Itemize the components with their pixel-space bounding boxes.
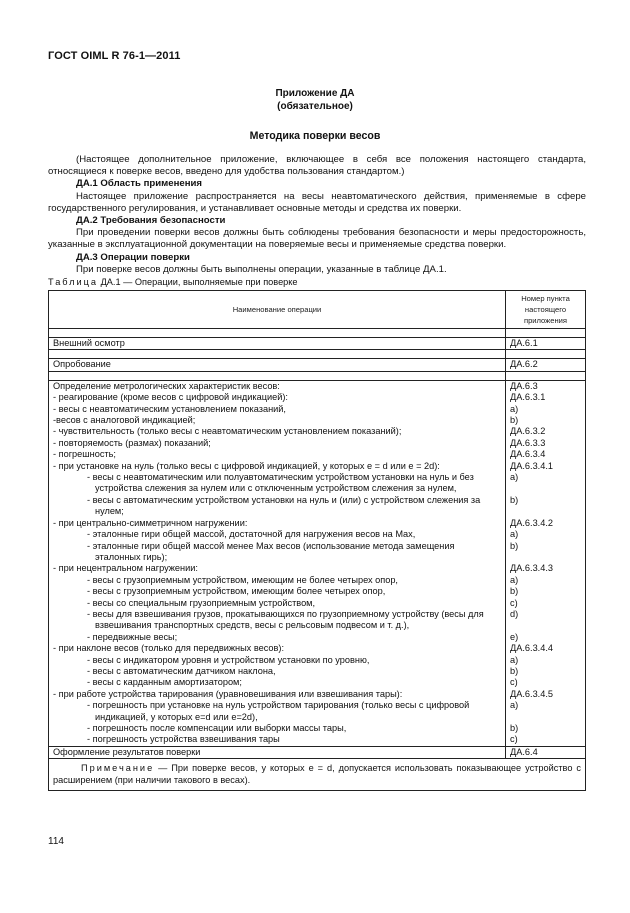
operation-line: - погрешность устройства взвешивания тары [87, 734, 280, 745]
operation-ref: ДА.6.3.4 [510, 449, 546, 460]
operation-ref: b) [510, 586, 519, 597]
note-word: Примечание [81, 763, 155, 774]
operation-ref: ДА.6.3.1 [510, 392, 546, 403]
row-name: Оформление результатов поверки [49, 746, 506, 758]
table-row [49, 338, 586, 350]
appendix-status: (обязательное) [277, 101, 353, 112]
da2-heading: ДА.2 Требования безопасности [76, 215, 226, 227]
metrology-refs [506, 380, 586, 746]
operation-line: - погрешность; [53, 449, 116, 460]
operation-ref: b) [510, 540, 519, 551]
table-row [49, 746, 586, 758]
operation-line: -весов с аналоговой индикацией; [53, 415, 196, 426]
table-spacer [49, 371, 586, 380]
note-text: — При поверке весов, у которых e = d, допускается использовать показывающее устройство с расширением (при наличии такового в весах). [53, 763, 581, 786]
operation-line: - при работе устройства тарирования (уравновешивания или взвешивания тары): [53, 688, 403, 699]
table-header-row [49, 291, 586, 329]
operation-ref: ДА.6.3.4.1 [510, 460, 553, 471]
operation-line: - при наклоне весов (только для передвижных весов): [53, 643, 285, 654]
operation-line: - реагирование (кроме весов с цифровой индикацией): [53, 392, 288, 403]
operation-line: - весы со специальным грузоприемным устройством, [87, 597, 316, 608]
operation-ref: b) [510, 665, 519, 676]
operation-line: - погрешность после компенсации или выборки массы тары, [87, 723, 347, 733]
row-ref: ДА.6.4 [506, 746, 586, 758]
operation-line: - весы с карданным амортизатором; [87, 677, 242, 688]
operation-line: - весы с индикатором уровня и устройством установки по уровню, [87, 654, 370, 665]
operation-ref: d) [510, 608, 519, 619]
operation-ref: ДА.6.3.2 [510, 426, 546, 437]
operation-ref: ДА.6.3.4.5 [510, 688, 553, 699]
operation-ref: c) [510, 734, 518, 745]
appendix-title: Приложение ДА [275, 88, 355, 99]
operation-ref: ДА.6.3.4.2 [510, 517, 553, 528]
intro-paragraph: (Настоящее дополнительное приложение, включающее в себя все положения настоящего стандарта, относящиеся к поверке весов, введено для удобства пользования стандартом.) [48, 154, 586, 178]
table-note [49, 759, 586, 791]
operation-ref: ДА.6.3.3 [510, 437, 546, 448]
table-caption-word: Таблица [48, 277, 99, 287]
da1-heading: ДА.1 Область применения [76, 178, 203, 190]
operation-ref: a) [510, 472, 519, 483]
row-name: Опробование [49, 359, 506, 371]
operation-ref: ДА.6.3.4.4 [510, 643, 553, 654]
operation-ref: a) [510, 654, 519, 665]
operation-line: - при установке на нуль (только весы с цифровой индикацией, у которых e = d или e = 2d): [53, 460, 440, 471]
operation-ref: a) [510, 574, 519, 585]
table-note-row [49, 759, 586, 791]
operation-ref: c) [510, 677, 518, 688]
operation-line: - повторяемость (размах) показаний; [53, 437, 211, 448]
table-caption-text: ДА.1 — Операции, выполняемые при поверке [98, 277, 298, 287]
operation-ref: b) [510, 415, 519, 426]
operation-ref: a) [510, 529, 519, 540]
operation-line: - при центрально-симметричном нагружении: [53, 517, 248, 528]
operation-line: - весы с автоматическим датчиком наклона, [87, 665, 276, 676]
operation-line: - весы с грузоприемным устройством, имеющим более четырех опор, [87, 586, 386, 597]
operation-line: - эталонные гири общей массой, достаточной для нагружения весов на Max, [87, 529, 416, 540]
operation-ref: ДА.6.3.4.3 [510, 563, 553, 574]
operations-table [48, 290, 586, 791]
metrology-row [49, 380, 586, 746]
metrology-operations [49, 380, 506, 746]
da2-paragraph: При проведении поверки весов должны быть соблюдены требования безопасности и меры предосторожность, указанные в эксплуатационной документации на поверяемые весы и применяемые средства поверки. [48, 227, 586, 251]
table-spacer [49, 329, 586, 338]
operation-line: - весы с автоматическим устройством установки на нуль и (или) с устройством слежения за нулем; [87, 494, 481, 517]
operation-line: - эталонные гири общей массой менее Max весов (использование метода замещения эталонных гирь); [87, 540, 455, 562]
operation-line: - передвижные весы; [87, 631, 178, 642]
row-ref: ДА.6.1 [506, 338, 586, 350]
operation-line: Определение метрологических характеристик весов: [53, 380, 280, 391]
row-name: Внешний осмотр [49, 338, 506, 350]
operation-line: - весы с грузоприемным устройством, имеющим не более четырех опор, [87, 574, 398, 585]
da3-paragraph: При поверке весов должны быть выполнены операции, указанные в таблице ДА.1. [76, 263, 447, 275]
operation-line: - погрешность при установке на нуль устройством тарирования (только весы с цифровой индикацией, у которых e=d или e=2d), [87, 700, 470, 722]
da3-heading: ДА.3 Операции поверки [76, 251, 190, 263]
operation-line: - чувствительность (только весы с неавтоматическим установлением показаний); [53, 426, 402, 437]
section-title: Методика поверки весов [249, 130, 381, 142]
operation-ref: a) [510, 700, 519, 711]
operation-ref: b) [510, 723, 519, 733]
operation-ref: a) [510, 403, 519, 414]
da1-paragraph: Настоящее приложение распространяется на весы неавтоматического действия, применяемые в сфере государственного регулирования, и устанавливает основные методы и средства их поверки. [48, 190, 586, 214]
operation-line: - весы с неавтоматическим или полуавтоматическим устройством установки на нуль и без устройства слежения за нулем или с отключенным устройством слежения за нулем, [87, 472, 474, 494]
intro-block [48, 154, 586, 276]
operation-line: - при нецентральном нагружении: [53, 563, 198, 574]
operation-ref: ДА.6.3 [510, 380, 538, 391]
row-ref: ДА.6.2 [506, 359, 586, 371]
table-caption [48, 277, 298, 287]
col-header-clause: Номер пункта настоящего приложения [506, 291, 586, 329]
page-number: 114 [48, 836, 64, 847]
operation-line: - весы для взвешивания грузов, прокатывающихся по грузоприемному устройству (весы для взвешивания транспортных средств, весы с рельсовым подвесом и т. д.), [87, 608, 484, 631]
operation-ref: c) [510, 597, 518, 608]
operation-ref: e) [510, 631, 519, 642]
col-header-operation: Наименование операции [49, 291, 506, 329]
operation-ref: b) [510, 494, 519, 505]
table-row [49, 359, 586, 371]
table-spacer [49, 350, 586, 359]
operation-line: - весы с неавтоматическим установлением показаний, [53, 403, 286, 414]
document-header: ГОСТ OIML R 76-1—2011 [48, 50, 181, 62]
